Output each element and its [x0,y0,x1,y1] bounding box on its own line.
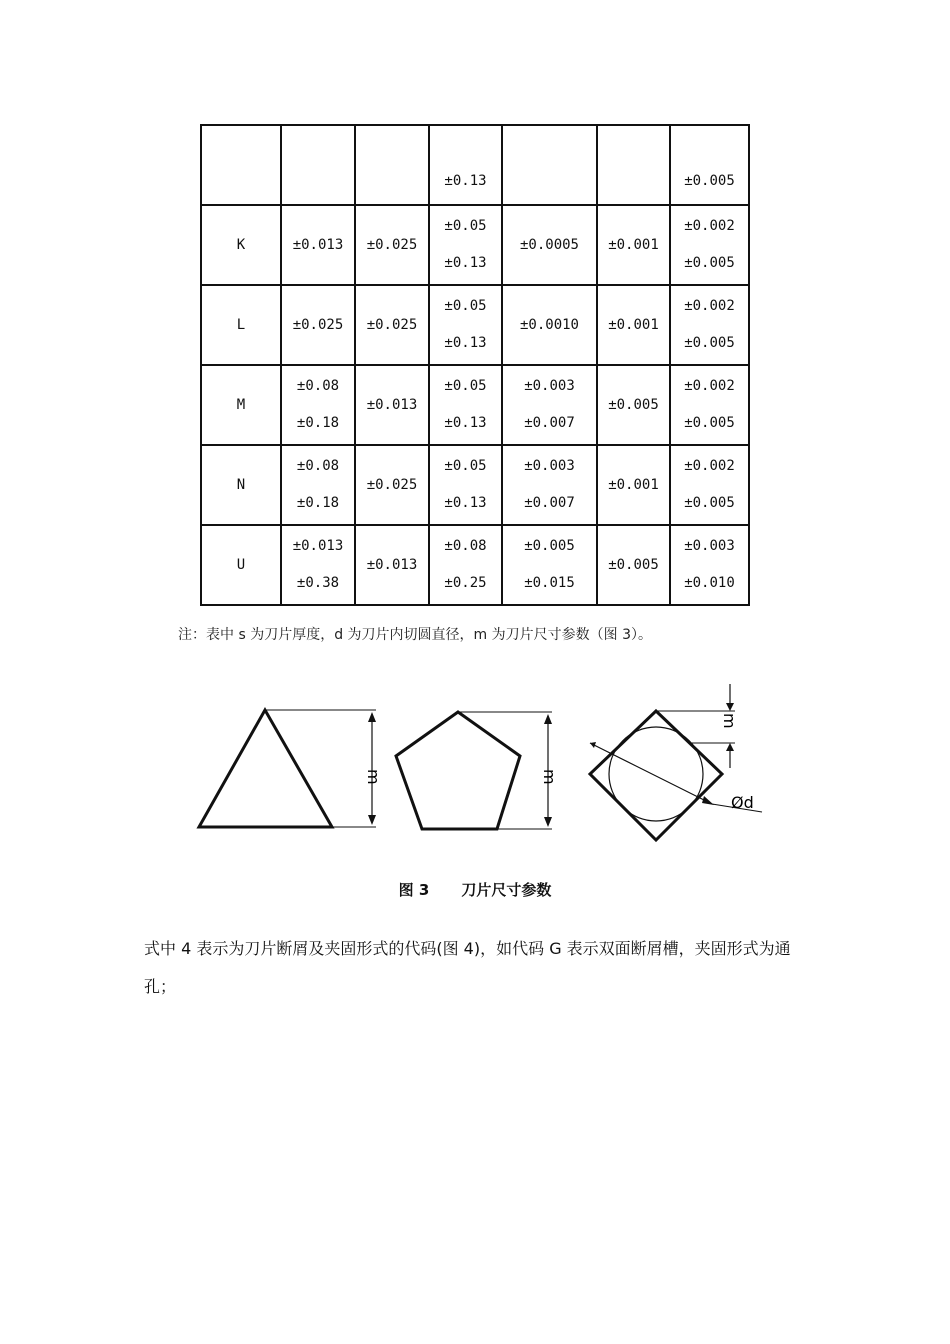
tolerance-cell [597,525,670,605]
tolerance-value: ±0.002 [684,378,735,394]
tolerance-value: ±0.003 [684,538,735,554]
tolerance-value: ±0.015 [524,575,575,591]
table-row [201,445,749,525]
tolerance-cell [281,205,355,285]
row-code-cell [201,125,281,205]
tolerance-cell [670,525,749,605]
tolerance-cell [429,445,502,525]
figure-number: 图 3 [398,881,430,899]
table-row [201,365,749,445]
tolerance-cell [355,525,429,605]
tolerance-cell [281,285,355,365]
tolerance-cell [502,445,597,525]
tolerance-cell [502,365,597,445]
tolerance-value: ±0.13 [444,255,487,271]
body-paragraph: 式中 4 表示为刀片断屑及夹固形式的代码(图 4)，如代码 G 表示双面断屑槽，夹固形式为通孔； [144,939,791,996]
tolerance-cell [281,525,355,605]
table-row [201,285,749,365]
tolerance-cell [597,205,670,285]
pentagon-m-label: m [540,769,559,785]
tolerance-cell [502,285,597,365]
triangle-insert-drawing [199,710,383,827]
tolerance-value: ±0.003 [524,378,575,394]
tolerance-value: ±0.05 [444,218,487,234]
tolerance-cell [355,445,429,525]
tolerance-value: ±0.13 [444,335,487,351]
tolerance-value: ±0.005 [684,255,735,271]
rhombus-m-label: m [720,713,739,729]
triangle-m-label: m [364,769,383,785]
tolerance-table [200,124,750,606]
tolerance-cell [429,285,502,365]
tolerance-value: ±0.025 [366,236,418,253]
tolerance-cell [281,445,355,525]
tolerance-cell [281,125,355,205]
row-code-cell: N [201,445,281,525]
tolerance-cell [597,125,670,205]
tolerance-value: ±0.0005 [519,236,579,253]
tolerance-cell [355,285,429,365]
figure-caption [0,879,950,900]
tolerance-value: ±0.13 [444,495,487,511]
tolerance-value: ±0.001 [608,476,659,493]
tolerance-value: ±0.005 [684,415,735,431]
table-row [201,525,749,605]
tolerance-value: ±0.007 [524,495,575,511]
tolerance-value: ±0.005 [684,173,735,189]
tolerance-cell [355,125,429,205]
tolerance-value: ±0.007 [524,415,575,431]
table-note: 注：表中 s 为刀片厚度，d 为刀片内切圆直径，m 为刀片尺寸参数（图 3）。 [178,627,652,643]
tolerance-value: ±0.38 [296,575,340,591]
tolerance-cell [429,525,502,605]
table-row [201,125,749,205]
rhombus-d-label: Ød [731,793,754,812]
tolerance-cell [355,205,429,285]
rhombus-insert-drawing [590,684,762,840]
insert-dimension-figure [190,676,770,856]
tolerance-value: ±0.005 [684,495,735,511]
table-row [201,205,749,285]
tolerance-value: ±0.08 [296,378,340,394]
pentagon-insert-drawing [396,712,559,829]
tolerance-cell [502,125,597,205]
tolerance-cell [670,365,749,445]
tolerance-cell [597,365,670,445]
row-code-cell: M [201,365,281,445]
tolerance-value: ±0.001 [608,236,659,253]
tolerance-value: ±0.002 [684,458,735,474]
tolerance-cell [355,365,429,445]
tolerance-value: ±0.005 [608,396,659,413]
figure-title: 刀片尺寸参数 [461,881,552,899]
tolerance-cell [670,445,749,525]
tolerance-value: ±0.002 [684,218,735,234]
tolerance-value: ±0.010 [684,575,735,591]
tolerance-cell [670,285,749,365]
tolerance-cell [429,125,502,205]
tolerance-value: ±0.05 [444,458,487,474]
tolerance-value: ±0.001 [608,316,659,333]
tolerance-value: ±0.013 [366,396,418,413]
tolerance-value: ±0.0010 [519,316,579,333]
tolerance-cell [502,525,597,605]
row-code-cell: L [201,285,281,365]
tolerance-value: ±0.025 [366,316,418,333]
row-code-cell: K [201,205,281,285]
row-code-cell: U [201,525,281,605]
tolerance-value: ±0.18 [296,415,340,431]
tolerance-cell [502,205,597,285]
tolerance-value: ±0.13 [444,173,487,189]
tolerance-value: ±0.005 [608,556,659,573]
tolerance-value: ±0.002 [684,298,735,314]
tolerance-value: ±0.18 [296,495,340,511]
tolerance-cell [597,285,670,365]
tolerance-cell [670,205,749,285]
tolerance-value: ±0.005 [684,335,735,351]
tolerance-value: ±0.08 [296,458,340,474]
tolerance-value: ±0.025 [292,316,344,333]
tolerance-cell [281,365,355,445]
tolerance-value: ±0.13 [444,415,487,431]
tolerance-value: ±0.08 [444,538,487,554]
tolerance-value: ±0.005 [524,538,575,554]
tolerance-value: ±0.003 [524,458,575,474]
tolerance-cell [429,365,502,445]
tolerance-cell [597,445,670,525]
tolerance-cell [670,125,749,205]
tolerance-value: ±0.025 [366,476,418,493]
tolerance-value: ±0.25 [444,575,487,591]
tolerance-value: ±0.05 [444,378,487,394]
tolerance-value: ±0.013 [366,556,418,573]
tolerance-value: ±0.013 [292,236,344,253]
tolerance-cell [429,205,502,285]
tolerance-value: ±0.013 [292,538,344,554]
tolerance-value: ±0.05 [444,298,487,314]
